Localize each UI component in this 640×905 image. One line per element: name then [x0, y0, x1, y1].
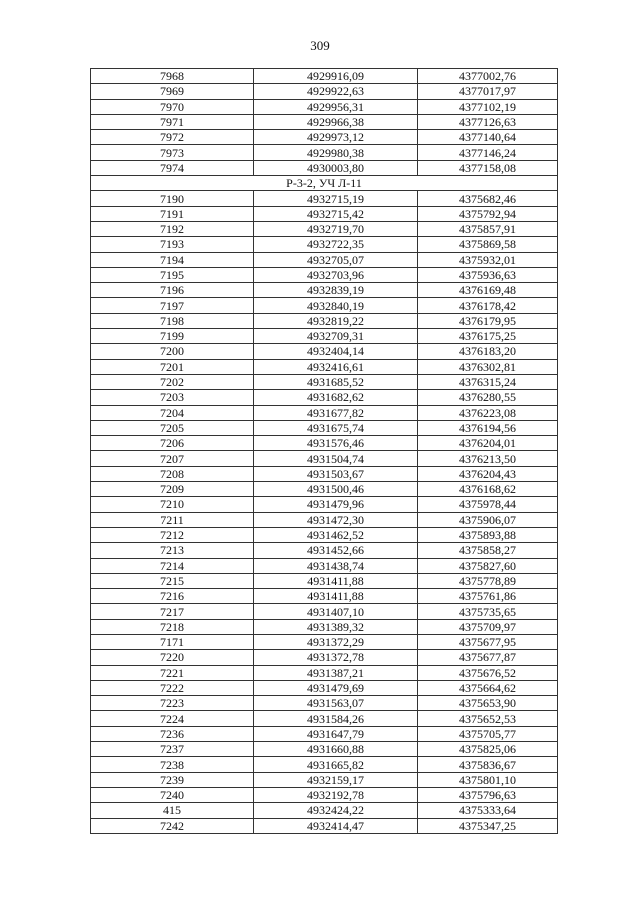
point-number-cell: 7204: [91, 405, 254, 420]
point-number-cell: 7171: [91, 634, 254, 649]
y-coordinate-cell: 4375778,89: [418, 573, 558, 588]
x-coordinate-cell: 4931407,10: [254, 604, 418, 619]
y-coordinate-cell: 4376204,01: [418, 436, 558, 451]
y-coordinate-cell: 4375978,44: [418, 497, 558, 512]
point-number-cell: 7215: [91, 573, 254, 588]
x-coordinate-cell: 4931389,32: [254, 619, 418, 634]
point-number-cell: 7194: [91, 252, 254, 267]
y-coordinate-cell: 4375858,27: [418, 543, 558, 558]
point-number-cell: 7223: [91, 696, 254, 711]
table-row: [91, 221, 558, 236]
x-coordinate-cell: 4931665,82: [254, 757, 418, 772]
table-row: [91, 344, 558, 359]
x-coordinate-cell: 4932414,47: [254, 818, 418, 833]
point-number-cell: 7206: [91, 436, 254, 451]
y-coordinate-cell: 4376194,56: [418, 420, 558, 435]
x-coordinate-cell: 4931576,46: [254, 436, 418, 451]
table-row: [91, 604, 558, 619]
x-coordinate-cell: 4931411,88: [254, 573, 418, 588]
table-row: [91, 757, 558, 772]
x-coordinate-cell: 4931685,52: [254, 374, 418, 389]
y-coordinate-cell: 4377002,76: [418, 69, 558, 84]
y-coordinate-cell: 4377017,97: [418, 84, 558, 99]
point-number-cell: 7224: [91, 711, 254, 726]
x-coordinate-cell: 4931660,88: [254, 742, 418, 757]
table-row: [91, 99, 558, 114]
y-coordinate-cell: 4375709,97: [418, 619, 558, 634]
x-coordinate-cell: 4932709,31: [254, 329, 418, 344]
table-row: [91, 818, 558, 833]
point-number-cell: 7222: [91, 680, 254, 695]
table-row: [91, 619, 558, 634]
table-row: [91, 634, 558, 649]
x-coordinate-cell: 4931462,52: [254, 527, 418, 542]
y-coordinate-cell: 4375682,46: [418, 191, 558, 206]
y-coordinate-cell: 4375801,10: [418, 772, 558, 787]
table-row: [91, 512, 558, 527]
table-row: [91, 206, 558, 221]
x-coordinate-cell: 4929922,63: [254, 84, 418, 99]
y-coordinate-cell: 4375705,77: [418, 726, 558, 741]
table-row: [91, 497, 558, 512]
table-row: [91, 420, 558, 435]
point-number-cell: 7208: [91, 466, 254, 481]
y-coordinate-cell: 4376213,50: [418, 451, 558, 466]
table-row: [91, 466, 558, 481]
table-row: [91, 390, 558, 405]
x-coordinate-cell: 4932705,07: [254, 252, 418, 267]
point-number-cell: 7971: [91, 114, 254, 129]
table-row: [91, 298, 558, 313]
x-coordinate-cell: 4931584,26: [254, 711, 418, 726]
x-coordinate-cell: 4930003,80: [254, 160, 418, 175]
y-coordinate-cell: 4375796,63: [418, 787, 558, 802]
table-row: [91, 145, 558, 160]
section-header-row: [91, 176, 558, 191]
y-coordinate-cell: 4377102,19: [418, 99, 558, 114]
y-coordinate-cell: 4375932,01: [418, 252, 558, 267]
y-coordinate-cell: 4376204,43: [418, 466, 558, 481]
x-coordinate-cell: 4931682,62: [254, 390, 418, 405]
y-coordinate-cell: 4376179,95: [418, 313, 558, 328]
point-number-cell: 7240: [91, 787, 254, 802]
x-coordinate-cell: 4931504,74: [254, 451, 418, 466]
x-coordinate-cell: 4932424,22: [254, 803, 418, 818]
x-coordinate-cell: 4929966,38: [254, 114, 418, 129]
y-coordinate-cell: 4376183,20: [418, 344, 558, 359]
table-row: [91, 313, 558, 328]
table-row: [91, 237, 558, 252]
x-coordinate-cell: 4931500,46: [254, 482, 418, 497]
y-coordinate-cell: 4375652,53: [418, 711, 558, 726]
table-row: [91, 558, 558, 573]
y-coordinate-cell: 4376302,81: [418, 359, 558, 374]
x-coordinate-cell: 4932819,22: [254, 313, 418, 328]
point-number-cell: 7974: [91, 160, 254, 175]
x-coordinate-cell: 4932159,17: [254, 772, 418, 787]
table-row: [91, 803, 558, 818]
point-number-cell: 7970: [91, 99, 254, 114]
table-row: [91, 405, 558, 420]
y-coordinate-cell: 4376178,42: [418, 298, 558, 313]
x-coordinate-cell: 4932404,14: [254, 344, 418, 359]
table-row: [91, 482, 558, 497]
y-coordinate-cell: 4377158,08: [418, 160, 558, 175]
table-row: [91, 329, 558, 344]
point-number-cell: 7197: [91, 298, 254, 313]
y-coordinate-cell: 4375676,52: [418, 665, 558, 680]
table-row: [91, 191, 558, 206]
point-number-cell: 7968: [91, 69, 254, 84]
y-coordinate-cell: 4375761,86: [418, 589, 558, 604]
y-coordinate-cell: 4375906,07: [418, 512, 558, 527]
point-number-cell: 7973: [91, 145, 254, 160]
point-number-cell: 7238: [91, 757, 254, 772]
x-coordinate-cell: 4931472,30: [254, 512, 418, 527]
x-coordinate-cell: 4932192,78: [254, 787, 418, 802]
point-number-cell: 7969: [91, 84, 254, 99]
point-number-cell: 7190: [91, 191, 254, 206]
y-coordinate-cell: 4376175,25: [418, 329, 558, 344]
x-coordinate-cell: 4931677,82: [254, 405, 418, 420]
y-coordinate-cell: 4375664,62: [418, 680, 558, 695]
table-row: [91, 742, 558, 757]
table-row: [91, 252, 558, 267]
x-coordinate-cell: 4932722,35: [254, 237, 418, 252]
x-coordinate-cell: 4931479,96: [254, 497, 418, 512]
table-row: [91, 711, 558, 726]
y-coordinate-cell: 4376315,24: [418, 374, 558, 389]
y-coordinate-cell: 4375825,06: [418, 742, 558, 757]
coordinates-table: [90, 68, 558, 834]
y-coordinate-cell: 4375936,63: [418, 267, 558, 282]
x-coordinate-cell: 4931438,74: [254, 558, 418, 573]
x-coordinate-cell: 4932715,19: [254, 191, 418, 206]
point-number-cell: 7201: [91, 359, 254, 374]
x-coordinate-cell: 4931411,88: [254, 589, 418, 604]
table-row: [91, 69, 558, 84]
point-number-cell: 7217: [91, 604, 254, 619]
point-number-cell: 7211: [91, 512, 254, 527]
point-number-cell: 7200: [91, 344, 254, 359]
point-number-cell: 7216: [91, 589, 254, 604]
point-number-cell: 7220: [91, 650, 254, 665]
table-row: [91, 84, 558, 99]
table-body-after-section: [91, 191, 558, 833]
y-coordinate-cell: 4375869,58: [418, 237, 558, 252]
point-number-cell: 7212: [91, 527, 254, 542]
table-row: [91, 436, 558, 451]
table-row: [91, 160, 558, 175]
point-number-cell: 7972: [91, 130, 254, 145]
point-number-cell: 7202: [91, 374, 254, 389]
point-number-cell: 7236: [91, 726, 254, 741]
point-number-cell: 7196: [91, 283, 254, 298]
table-body-before-section: [91, 69, 558, 176]
table-row: [91, 680, 558, 695]
section-header-body: [91, 176, 558, 191]
table-row: [91, 267, 558, 282]
x-coordinate-cell: 4931372,78: [254, 650, 418, 665]
x-coordinate-cell: 4929973,12: [254, 130, 418, 145]
table-row: [91, 696, 558, 711]
point-number-cell: 7205: [91, 420, 254, 435]
y-coordinate-cell: 4376169,48: [418, 283, 558, 298]
x-coordinate-cell: 4931503,67: [254, 466, 418, 481]
point-number-cell: 7209: [91, 482, 254, 497]
point-number-cell: 7203: [91, 390, 254, 405]
page-number: 309: [310, 38, 330, 53]
section-title: Р-3-2, УЧ Л-11: [91, 176, 558, 191]
table-row: [91, 573, 558, 588]
point-number-cell: 7207: [91, 451, 254, 466]
table-row: [91, 527, 558, 542]
table-row: [91, 451, 558, 466]
x-coordinate-cell: 4931647,79: [254, 726, 418, 741]
point-number-cell: 7198: [91, 313, 254, 328]
point-number-cell: 7199: [91, 329, 254, 344]
table-row: [91, 772, 558, 787]
point-number-cell: 7218: [91, 619, 254, 634]
table-row: [91, 114, 558, 129]
y-coordinate-cell: 4375836,67: [418, 757, 558, 772]
point-number-cell: 7191: [91, 206, 254, 221]
point-number-cell: 7239: [91, 772, 254, 787]
y-coordinate-cell: 4375347,25: [418, 818, 558, 833]
x-coordinate-cell: 4931563,07: [254, 696, 418, 711]
y-coordinate-cell: 4376223,08: [418, 405, 558, 420]
y-coordinate-cell: 4375792,94: [418, 206, 558, 221]
y-coordinate-cell: 4377146,24: [418, 145, 558, 160]
table-row: [91, 374, 558, 389]
x-coordinate-cell: 4931372,29: [254, 634, 418, 649]
x-coordinate-cell: 4929916,09: [254, 69, 418, 84]
y-coordinate-cell: 4375827,60: [418, 558, 558, 573]
table-row: [91, 726, 558, 741]
y-coordinate-cell: 4375653,90: [418, 696, 558, 711]
y-coordinate-cell: 4375857,91: [418, 221, 558, 236]
x-coordinate-cell: 4932839,19: [254, 283, 418, 298]
table-row: [91, 650, 558, 665]
point-number-cell: 7214: [91, 558, 254, 573]
y-coordinate-cell: 4375333,64: [418, 803, 558, 818]
x-coordinate-cell: 4932719,70: [254, 221, 418, 236]
x-coordinate-cell: 4931452,66: [254, 543, 418, 558]
point-number-cell: 7242: [91, 818, 254, 833]
table-row: [91, 665, 558, 680]
point-number-cell: 7213: [91, 543, 254, 558]
y-coordinate-cell: 4376168,62: [418, 482, 558, 497]
y-coordinate-cell: 4375677,87: [418, 650, 558, 665]
y-coordinate-cell: 4376280,55: [418, 390, 558, 405]
table-row: [91, 787, 558, 802]
x-coordinate-cell: 4929956,31: [254, 99, 418, 114]
x-coordinate-cell: 4931479,69: [254, 680, 418, 695]
y-coordinate-cell: 4375677,95: [418, 634, 558, 649]
x-coordinate-cell: 4929980,38: [254, 145, 418, 160]
point-number-cell: 415: [91, 803, 254, 818]
y-coordinate-cell: 4377140,64: [418, 130, 558, 145]
point-number-cell: 7237: [91, 742, 254, 757]
x-coordinate-cell: 4931387,21: [254, 665, 418, 680]
point-number-cell: 7192: [91, 221, 254, 236]
x-coordinate-cell: 4932703,96: [254, 267, 418, 282]
table-row: [91, 359, 558, 374]
point-number-cell: 7195: [91, 267, 254, 282]
table-row: [91, 130, 558, 145]
y-coordinate-cell: 4375735,65: [418, 604, 558, 619]
x-coordinate-cell: 4931675,74: [254, 420, 418, 435]
table-row: [91, 589, 558, 604]
x-coordinate-cell: 4932840,19: [254, 298, 418, 313]
x-coordinate-cell: 4932715,42: [254, 206, 418, 221]
table-row: [91, 283, 558, 298]
x-coordinate-cell: 4932416,61: [254, 359, 418, 374]
y-coordinate-cell: 4377126,63: [418, 114, 558, 129]
y-coordinate-cell: 4375893,88: [418, 527, 558, 542]
point-number-cell: 7221: [91, 665, 254, 680]
point-number-cell: 7193: [91, 237, 254, 252]
point-number-cell: 7210: [91, 497, 254, 512]
table-row: [91, 543, 558, 558]
